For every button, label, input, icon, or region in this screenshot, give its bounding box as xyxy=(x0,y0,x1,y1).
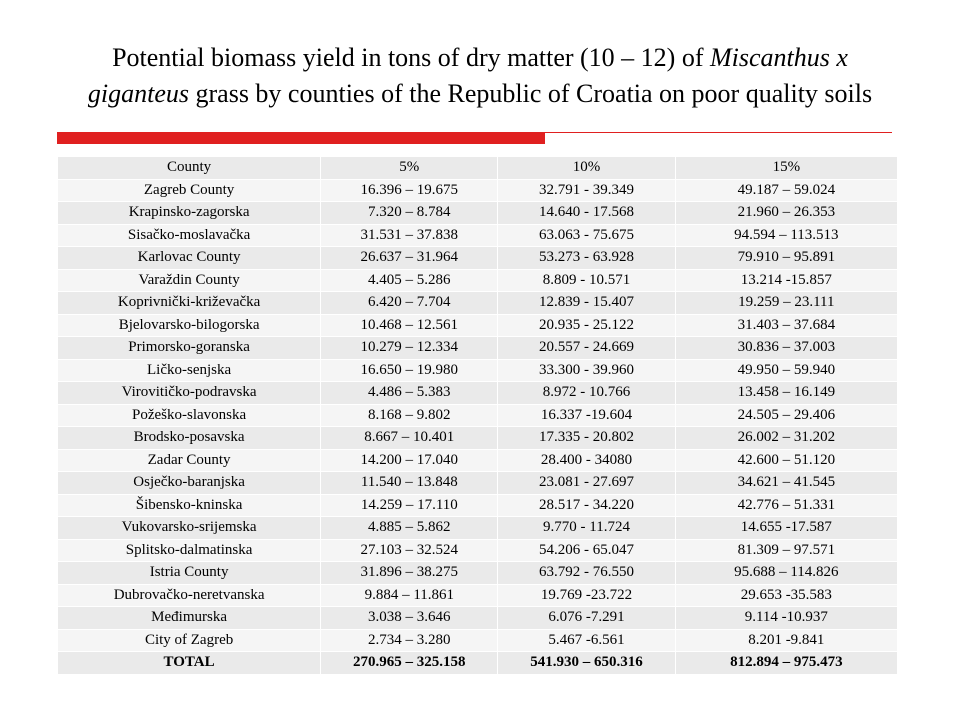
cell-county: Dubrovačko-neretvanska xyxy=(58,584,321,607)
header-15pct: 15% xyxy=(675,157,897,180)
cell-10pct: 23.081 - 27.697 xyxy=(498,472,675,495)
cell-15pct: 24.505 – 29.406 xyxy=(675,404,897,427)
cell-5pct: 7.320 – 8.784 xyxy=(321,202,498,225)
cell-10pct: 28.400 - 34080 xyxy=(498,449,675,472)
cell-county: City of Zagreb xyxy=(58,629,321,652)
title-divider xyxy=(57,132,892,144)
cell-county: Šibensko-kninska xyxy=(58,494,321,517)
cell-10pct: 33.300 - 39.960 xyxy=(498,359,675,382)
table-row xyxy=(58,314,898,337)
table-row xyxy=(58,404,898,427)
cell-15pct: 30.836 – 37.003 xyxy=(675,337,897,360)
cell-10pct: 8.809 - 10.571 xyxy=(498,269,675,292)
table-header-row xyxy=(58,157,898,180)
title-text-1: Potential biomass yield in tons of dry matter (10 – 12) of xyxy=(112,43,710,72)
header-5pct: 5% xyxy=(321,157,498,180)
table-row xyxy=(58,494,898,517)
cell-15pct: 31.403 – 37.684 xyxy=(675,314,897,337)
cell-15pct: 49.187 – 59.024 xyxy=(675,179,897,202)
cell-county: Zadar County xyxy=(58,449,321,472)
cell-15pct: 21.960 – 26.353 xyxy=(675,202,897,225)
cell-15pct: 26.002 – 31.202 xyxy=(675,427,897,450)
cell-5pct: 16.396 – 19.675 xyxy=(321,179,498,202)
cell-county: Međimurska xyxy=(58,607,321,630)
cell-5pct: 10.468 – 12.561 xyxy=(321,314,498,337)
cell-county: Brodsko-posavska xyxy=(58,427,321,450)
total-label: TOTAL xyxy=(58,652,321,675)
cell-10pct: 28.517 - 34.220 xyxy=(498,494,675,517)
biomass-yield-table xyxy=(57,156,898,675)
table-row xyxy=(58,247,898,270)
table-row xyxy=(58,224,898,247)
cell-10pct: 14.640 - 17.568 xyxy=(498,202,675,225)
cell-5pct: 31.531 – 37.838 xyxy=(321,224,498,247)
cell-county: Bjelovarsko-bilogorska xyxy=(58,314,321,337)
cell-10pct: 12.839 - 15.407 xyxy=(498,292,675,315)
table-row xyxy=(58,517,898,540)
cell-15pct: 8.201 -9.841 xyxy=(675,629,897,652)
cell-15pct: 79.910 – 95.891 xyxy=(675,247,897,270)
cell-5pct: 9.884 – 11.861 xyxy=(321,584,498,607)
cell-5pct: 4.405 – 5.286 xyxy=(321,269,498,292)
table-row xyxy=(58,629,898,652)
cell-county: Primorsko-goranska xyxy=(58,337,321,360)
cell-5pct: 8.168 – 9.802 xyxy=(321,404,498,427)
cell-15pct: 13.214 -15.857 xyxy=(675,269,897,292)
cell-15pct: 49.950 – 59.940 xyxy=(675,359,897,382)
table-row xyxy=(58,269,898,292)
cell-county: Ličko-senjska xyxy=(58,359,321,382)
cell-5pct: 16.650 – 19.980 xyxy=(321,359,498,382)
cell-county: Požeško-slavonska xyxy=(58,404,321,427)
cell-15pct: 42.776 – 51.331 xyxy=(675,494,897,517)
cell-5pct: 2.734 – 3.280 xyxy=(321,629,498,652)
cell-county: Koprivnički-križevačka xyxy=(58,292,321,315)
cell-10pct: 16.337 -19.604 xyxy=(498,404,675,427)
cell-5pct: 27.103 – 32.524 xyxy=(321,539,498,562)
table-row xyxy=(58,562,898,585)
cell-15pct: 42.600 – 51.120 xyxy=(675,449,897,472)
table-row xyxy=(58,472,898,495)
table-row xyxy=(58,179,898,202)
total-10pct: 541.930 – 650.316 xyxy=(498,652,675,675)
table-row xyxy=(58,607,898,630)
cell-county: Karlovac County xyxy=(58,247,321,270)
cell-county: Zagreb County xyxy=(58,179,321,202)
cell-5pct: 14.200 – 17.040 xyxy=(321,449,498,472)
table-row xyxy=(58,382,898,405)
cell-15pct: 29.653 -35.583 xyxy=(675,584,897,607)
cell-10pct: 53.273 - 63.928 xyxy=(498,247,675,270)
cell-10pct: 20.557 - 24.669 xyxy=(498,337,675,360)
cell-5pct: 8.667 – 10.401 xyxy=(321,427,498,450)
cell-15pct: 94.594 – 113.513 xyxy=(675,224,897,247)
cell-county: Sisačko-moslavačka xyxy=(58,224,321,247)
table-row xyxy=(58,337,898,360)
cell-county: Istria County xyxy=(58,562,321,585)
cell-10pct: 54.206 - 65.047 xyxy=(498,539,675,562)
title-italic-2: giganteus xyxy=(87,79,189,108)
header-10pct: 10% xyxy=(498,157,675,180)
table-row xyxy=(58,449,898,472)
cell-10pct: 19.769 -23.722 xyxy=(498,584,675,607)
cell-15pct: 14.655 -17.587 xyxy=(675,517,897,540)
title-text-2: grass by counties of the Republic of Croatia on poor quality soils xyxy=(189,79,873,108)
table-row xyxy=(58,202,898,225)
cell-5pct: 3.038 – 3.646 xyxy=(321,607,498,630)
table-body xyxy=(58,179,898,674)
table-row-total xyxy=(58,652,898,675)
divider-thin-line xyxy=(545,132,892,133)
cell-10pct: 9.770 - 11.724 xyxy=(498,517,675,540)
cell-15pct: 13.458 – 16.149 xyxy=(675,382,897,405)
cell-10pct: 32.791 - 39.349 xyxy=(498,179,675,202)
cell-5pct: 10.279 – 12.334 xyxy=(321,337,498,360)
header-county: County xyxy=(58,157,321,180)
divider-thick-bar xyxy=(57,132,545,144)
cell-15pct: 34.621 – 41.545 xyxy=(675,472,897,495)
cell-10pct: 6.076 -7.291 xyxy=(498,607,675,630)
cell-5pct: 11.540 – 13.848 xyxy=(321,472,498,495)
table-row xyxy=(58,292,898,315)
title-italic-1: Miscanthus x xyxy=(710,43,848,72)
total-15pct: 812.894 – 975.473 xyxy=(675,652,897,675)
total-5pct: 270.965 – 325.158 xyxy=(321,652,498,675)
cell-15pct: 19.259 – 23.111 xyxy=(675,292,897,315)
cell-10pct: 5.467 -6.561 xyxy=(498,629,675,652)
cell-10pct: 17.335 - 20.802 xyxy=(498,427,675,450)
cell-5pct: 6.420 – 7.704 xyxy=(321,292,498,315)
cell-county: Krapinsko-zagorska xyxy=(58,202,321,225)
cell-15pct: 81.309 – 97.571 xyxy=(675,539,897,562)
slide-title xyxy=(20,40,940,112)
table-row xyxy=(58,359,898,382)
table-row xyxy=(58,584,898,607)
cell-10pct: 20.935 - 25.122 xyxy=(498,314,675,337)
cell-5pct: 26.637 – 31.964 xyxy=(321,247,498,270)
cell-15pct: 95.688 – 114.826 xyxy=(675,562,897,585)
cell-county: Splitsko-dalmatinska xyxy=(58,539,321,562)
table-row xyxy=(58,427,898,450)
cell-10pct: 63.063 - 75.675 xyxy=(498,224,675,247)
table-row xyxy=(58,539,898,562)
cell-5pct: 4.885 – 5.862 xyxy=(321,517,498,540)
cell-15pct: 9.114 -10.937 xyxy=(675,607,897,630)
cell-county: Osječko-baranjska xyxy=(58,472,321,495)
cell-10pct: 63.792 - 76.550 xyxy=(498,562,675,585)
cell-5pct: 31.896 – 38.275 xyxy=(321,562,498,585)
cell-county: Vukovarsko-srijemska xyxy=(58,517,321,540)
cell-county: Varaždin County xyxy=(58,269,321,292)
cell-10pct: 8.972 - 10.766 xyxy=(498,382,675,405)
cell-county: Virovitičko-podravska xyxy=(58,382,321,405)
cell-5pct: 14.259 – 17.110 xyxy=(321,494,498,517)
cell-5pct: 4.486 – 5.383 xyxy=(321,382,498,405)
